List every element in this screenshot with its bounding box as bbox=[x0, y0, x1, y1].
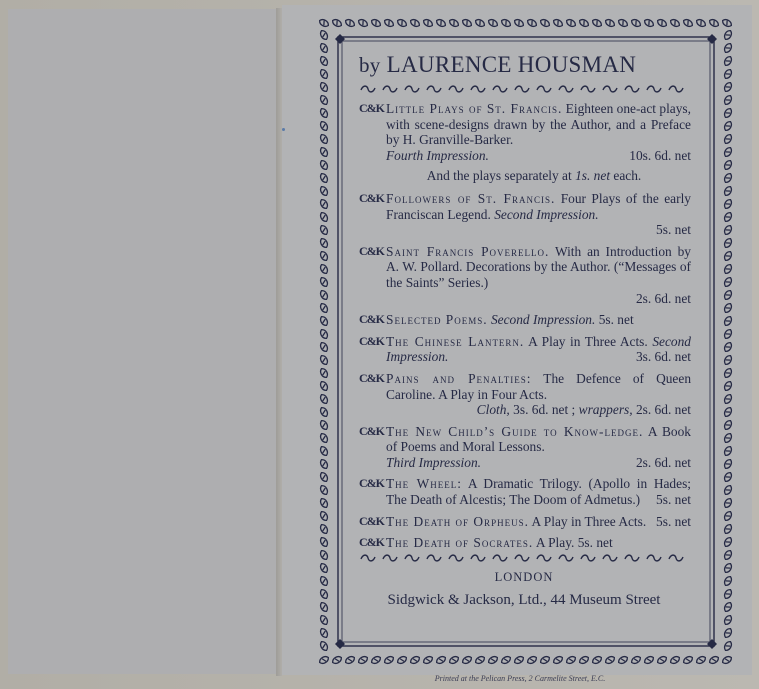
separate-plays-note bbox=[357, 168, 691, 184]
entry-title: The Death of Socrates. bbox=[386, 535, 534, 551]
entry-selected-poems bbox=[357, 312, 691, 328]
entry-new-childs-guide bbox=[357, 424, 691, 471]
entry-edition: Second Impression. bbox=[386, 333, 691, 365]
heading-author: LAURENCE HOUSMAN bbox=[386, 52, 637, 77]
entry-description: With an Introduction by A. W. Pollard. Decorations by the Author. (“Messages of the Saints” Series.) bbox=[386, 243, 691, 290]
entry-the-wheel bbox=[357, 476, 691, 507]
entry-price: 10s. 6d. net bbox=[629, 147, 691, 163]
hedera-mark-icon: C&K bbox=[359, 370, 384, 385]
entry-pains-penalties bbox=[357, 371, 691, 418]
publisher-city: LONDON bbox=[494, 569, 554, 584]
entry-price: 2s. 6d. net bbox=[635, 454, 691, 470]
entry-description: Eighteen one-act plays, with scene-designs drawn by the Author, and a Preface by H. Granville-Barker. bbox=[386, 101, 691, 148]
wrappers-label: wrappers, bbox=[578, 402, 633, 418]
wrappers-price: 2s. 6d. net bbox=[635, 402, 691, 418]
hedera-mark-icon: C&K bbox=[359, 476, 384, 491]
author-heading bbox=[359, 50, 691, 80]
entry-title: The New Child’s Guide to Know-ledge. bbox=[386, 423, 644, 439]
entry-followers bbox=[357, 191, 691, 238]
printer-imprint: Printed at the Pelican Press, 2 Carmelite Street, E.C. bbox=[434, 674, 606, 683]
entry-price: 2s. 6d. net bbox=[635, 290, 691, 306]
entry-title: Selected Poems. bbox=[386, 312, 488, 328]
entry-death-socrates bbox=[357, 535, 691, 551]
hedera-mark-icon: C&K bbox=[359, 190, 384, 205]
entry-price: 3s. 6d. net bbox=[635, 349, 691, 365]
note-before: And the plays separately at bbox=[426, 168, 572, 184]
publisher-address: Sidgwick & Jackson, Ltd., 44 Museum Street bbox=[387, 592, 661, 609]
hedera-mark-icon: C&K bbox=[359, 513, 384, 528]
entry-description: A Play in Three Acts. bbox=[528, 333, 648, 349]
wave-ornament-top-icon bbox=[357, 84, 691, 94]
entry-edition-row bbox=[386, 148, 691, 164]
note-price: 1s. net bbox=[575, 168, 611, 184]
entry-edition: Second Impression. bbox=[490, 312, 596, 328]
entry-title: The Death of Orpheus. bbox=[386, 513, 529, 529]
entry-edition: Second Impression. bbox=[494, 206, 599, 222]
advert-content bbox=[357, 50, 691, 609]
heading-by: by bbox=[359, 53, 381, 77]
entry-edition-row bbox=[386, 455, 691, 471]
entry-description: The Defence of Queen Caroline. A Play in Four Acts. bbox=[386, 370, 692, 402]
entry-description: A Book of Poems and Moral Lessons. bbox=[386, 423, 692, 455]
entry-poverello bbox=[357, 244, 691, 306]
entry-title: Followers of St. Francis. bbox=[386, 190, 556, 206]
hedera-mark-icon: C&K bbox=[359, 423, 384, 438]
binding-prices bbox=[386, 402, 691, 418]
entry-death-orpheus bbox=[357, 514, 691, 530]
hedera-mark-icon: C&K bbox=[359, 312, 384, 327]
entry-price: 5s. net bbox=[577, 535, 613, 551]
entry-price: 5s. net bbox=[656, 222, 691, 238]
hedera-mark-icon: C&K bbox=[359, 101, 384, 115]
entry-price: 5s. net bbox=[656, 492, 691, 508]
wave-ornament-bottom-icon bbox=[357, 553, 691, 563]
hedera-mark-icon: C&K bbox=[359, 535, 384, 550]
entry-description: Four Plays of the early Franciscan Legend. bbox=[386, 190, 691, 222]
entry-little-plays bbox=[357, 101, 691, 163]
entry-price: 5s. net bbox=[656, 513, 691, 529]
entry-title: The Wheel: bbox=[386, 476, 462, 492]
blank-left-flap bbox=[8, 9, 278, 674]
entry-title: Saint Francis Poverello. bbox=[386, 243, 550, 259]
entry-title: The Chinese Lantern. bbox=[386, 333, 525, 349]
entry-description: A Play in Three Acts. bbox=[531, 513, 647, 529]
entry-price: 5s. net bbox=[598, 312, 634, 328]
entry-chinese-lantern bbox=[357, 334, 691, 365]
entry-edition: Fourth Impression. bbox=[386, 147, 489, 163]
hedera-mark-icon: C&K bbox=[359, 333, 384, 348]
entry-description: A Dramatic Trilogy. (Apollo in Hades; The Death of Alcestis; The Doom of Admetus.) bbox=[386, 476, 691, 508]
note-after: each. bbox=[613, 168, 642, 184]
entry-title: Little Plays of St. Francis. bbox=[386, 101, 563, 116]
entry-description: A Play. bbox=[535, 535, 575, 551]
hedera-mark-icon: C&K bbox=[359, 243, 384, 258]
entry-title: Pains and Penalties: bbox=[386, 370, 532, 386]
ink-speck bbox=[282, 128, 285, 131]
entry-edition: Third Impression. bbox=[386, 454, 481, 470]
cloth-price: 3s. 6d. net ; bbox=[513, 402, 576, 418]
cloth-label: Cloth, bbox=[476, 402, 510, 418]
